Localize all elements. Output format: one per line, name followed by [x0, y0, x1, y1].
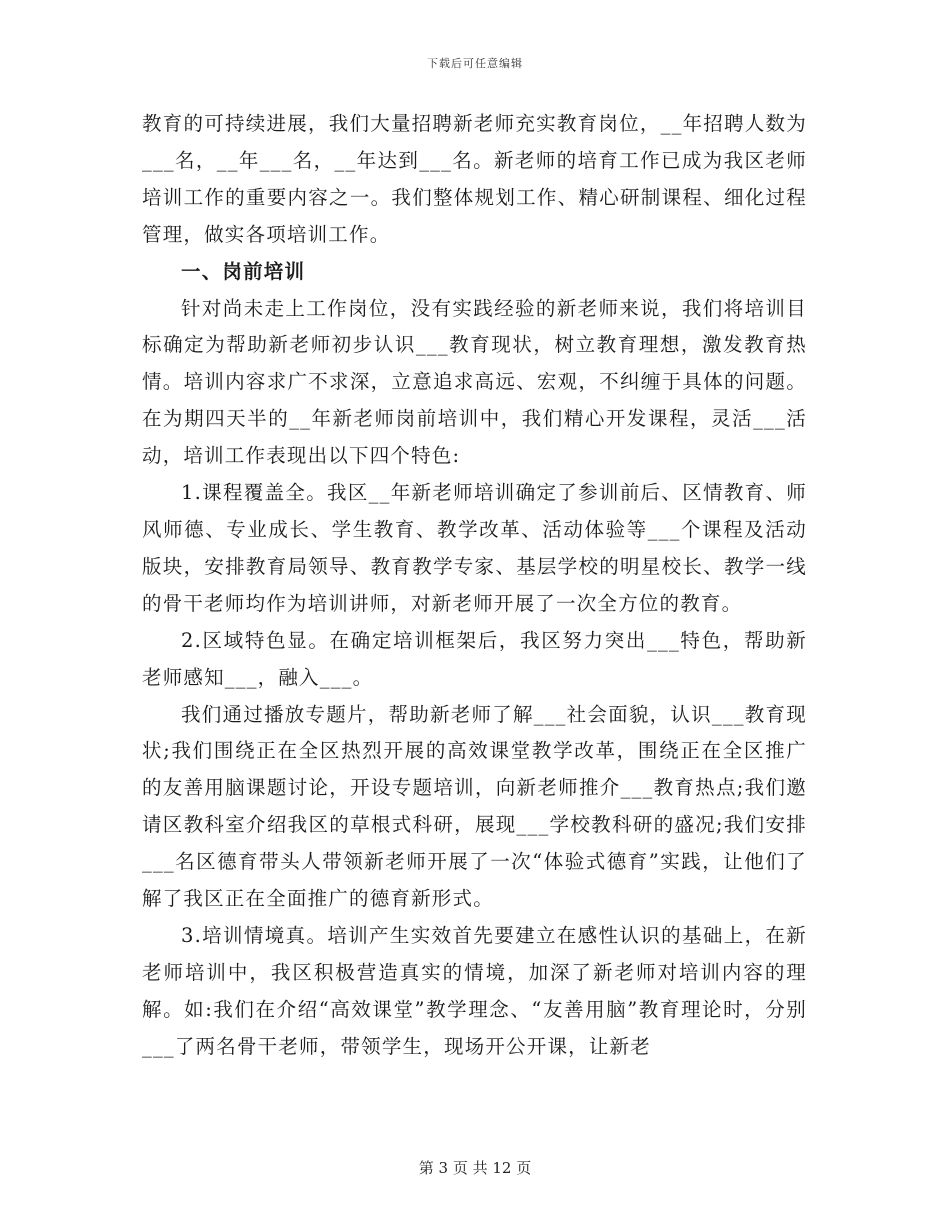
paragraph-pre-job-training: 针对尚未走上工作岗位，没有实践经验的新老师来说，我们将培训目标确定为帮助新老师初步认识___教育现状，树立教育理想，激发教育热情。培训内容求广不求深，立意追求高远、宏观，不纠缠于具体的问题。在为期四天半的__年新老师岗前培训中，我们精心开发课程，灵活___活动，培训工作表现出以下四个特色:	[142, 296, 807, 468]
paragraph-point-3: 3.培训情境真。培训产生实效首先要建立在感性认识的基础上，在新老师培训中，我区积极营造真实的情境，加深了新老师对培训内容的理解。如:我们在介绍“高效课堂”教学理念、“友善用脑”教育理论时，分别___了两名骨干老师，带领学生，现场开公开课，让新老	[142, 923, 807, 1058]
paragraph-point-2-detail: 我们通过播放专题片，帮助新老师了解___社会面貌，认识___教育现状;我们围绕正在全区热烈开展的高效课堂教学改革，围绕正在全区推广的友善用脑课题讨论，开设专题培训，向新老师推介___教育热点;我们邀请区教科室介绍我区的草根式科研，展现___学校教科研的盛况;我们安排___名区德育带头人带领新老师开展了一次“体验式德育”实践，让他们了解了我区正在全面推广的德育新形式。	[142, 702, 807, 911]
paragraph-point-2: 2.区域特色显。在确定培训框架后，我区努力突出___特色，帮助新老师感知___，融入___。	[142, 628, 807, 689]
paragraph-point-1: 1.课程覆盖全。我区__年新老师培训确定了参训前后、区情教育、师风师德、专业成长、学生教育、教学改革、活动体验等___个课程及活动版块，安排教育局领导、教育教学专家、基层学校的明星校长、教学一线的骨干老师均作为培训讲师，对新老师开展了一次全方位的教育。	[142, 481, 807, 615]
document-body	[142, 106, 807, 1066]
section-heading: 一、岗前培训	[181, 259, 306, 283]
page-number: 第 3 页 共 12 页	[418, 1159, 532, 1177]
paragraph-intro: 教育的可持续进展，我们大量招聘新老师充实教育岗位，__年招聘人数为___名，__年___名，__年达到___名。新老师的培育工作已成为我区老师培训工作的重要内容之一。我们整体规划工作、精心研制课程、细化过程管理，做实各项培训工作。	[142, 112, 807, 246]
page-header: 下载后可任意编辑	[427, 57, 523, 70]
